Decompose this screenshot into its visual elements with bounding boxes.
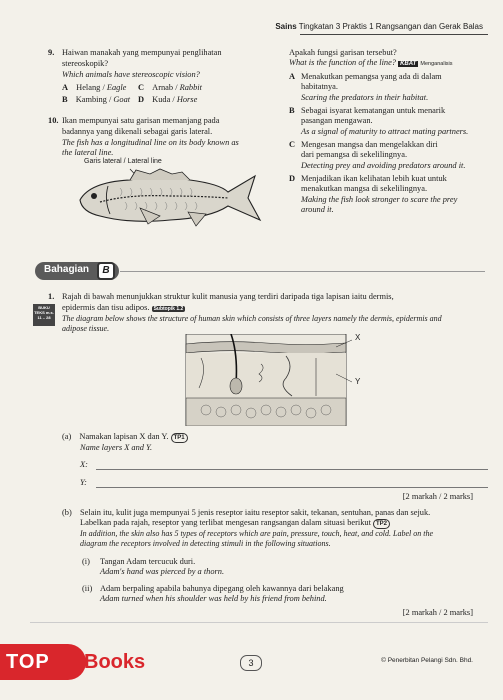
fish-illustration <box>70 166 270 230</box>
lateral-line-label: Garis lateral / Lateral line <box>84 158 162 165</box>
question-stem-cont: badannya yang dikenali sebagai garis lateral. <box>62 127 213 136</box>
question-9 <box>48 48 278 104</box>
question-1a <box>62 432 482 453</box>
option-b[interactable]: B Kambing / Goat <box>62 95 131 104</box>
bottom-divider <box>30 622 488 623</box>
answer-x-field[interactable] <box>96 468 488 470</box>
situation-label: (ii) <box>82 584 93 593</box>
header-detail: Tingkatan 3 Praktis 1 Rangsangan dan Gerak Balas <box>298 22 483 31</box>
option-c[interactable]: C Arnab / Rabbit <box>138 83 202 92</box>
situation-label: (i) <box>82 557 90 566</box>
answer-y-field[interactable] <box>96 486 488 488</box>
question-1b <box>62 508 487 549</box>
question-number: 10. <box>48 116 59 125</box>
part-label: (b) <box>62 508 72 517</box>
question-stem-en: The fish has a longitudinal line on its body known as <box>62 138 239 147</box>
question-10 <box>48 116 278 157</box>
page-number: 3 <box>240 655 262 671</box>
option-a[interactable]: A Menakutkan pemangsa yang ada di dalam habitatnya. Scaring the predators in their habitat. <box>289 72 442 102</box>
question-stem: Haiwan manakah yang mempunyai penglihatan <box>62 48 222 57</box>
option-a[interactable]: A Helang / Eagle <box>62 83 127 92</box>
situation-text: Adam berpaling apabila bahunya dipegang oleh kawannya dari belakang <box>100 584 344 593</box>
question-prompt-en: What is the function of the line? KBAT Menganalisis <box>289 58 453 68</box>
answer-x-label: X: <box>80 460 88 469</box>
header-subject: Sains <box>275 22 297 31</box>
situation-i <box>82 557 382 578</box>
section-letter: B <box>97 262 115 280</box>
tp-badge: TP2 <box>373 519 390 529</box>
part-stem-en-cont: diagram the receptors involved in detecting stimuli in the following situations. <box>80 539 331 548</box>
kbat-subtitle: Menganalisis <box>420 61 453 68</box>
option-b[interactable]: B Sebagai isyarat kematangan untuk menarik pasangan mengawan. As a signal of maturity to attract mating partners. <box>289 106 469 136</box>
question-10-continued <box>289 48 489 69</box>
logo-top: TOP <box>6 651 50 673</box>
skin-structure-diagram <box>176 334 356 426</box>
section-rule <box>120 271 485 272</box>
part-label: (a) <box>62 432 72 441</box>
tp-badge: TP1 <box>171 433 188 443</box>
copyright: © Penerbitan Pelangi Sdn. Bhd. <box>381 657 473 664</box>
question-stem-cont: epidermis dan tisu adipos. Subtopik 1.2 <box>62 303 184 312</box>
option-c[interactable]: C Mengesan mangsa dan mengelakkan diri dari pemangsa di sekelilingnya. Detecting prey and avoiding predators around it. <box>289 140 466 170</box>
situation-text-en: Adam turned when his shoulder was held by his friend from behind. <box>100 594 327 604</box>
header-rule <box>300 34 488 35</box>
situation-ii <box>82 584 482 605</box>
marks-a: [2 markah / 2 marks] <box>402 492 473 501</box>
label-y: Y <box>355 377 361 386</box>
situation-text-en: Adam's hand was pierced by a thorn. <box>100 567 225 577</box>
situation-text: Tangan Adam tercucuk duri. <box>100 557 196 566</box>
textbook-reference-badge: BUKU TEKS m.s. 11 – 28 <box>33 304 55 326</box>
part-stem: Selain itu, kulit juga mempunyai 5 jenis reseptor iaitu reseptor sakit, tekanan, sentuhan, panas dan sejuk. <box>80 508 431 517</box>
question-stem-en: The diagram below shows the structure of human skin which consists of three layers namely the dermis, epidermis and <box>62 314 442 323</box>
logo-books: Books <box>84 651 146 673</box>
question-prompt: Apakah fungsi garisan tersebut? <box>289 48 397 57</box>
option-d[interactable]: D Kuda / Horse <box>138 95 198 104</box>
part-stem: Namakan lapisan X dan Y. <box>79 432 169 441</box>
subtopic-badge: Subtopik 1.2 <box>153 306 184 312</box>
question-stem: Rajah di bawah menunjukkan struktur kulit manusia yang terdiri daripada tiga lapisan iaitu dermis, <box>62 292 394 301</box>
marks-b: [2 markah / 2 marks] <box>402 608 473 617</box>
question-stem-en-cont: the lateral line. <box>62 148 114 157</box>
topbooks-logo <box>0 644 180 684</box>
question-stem-en: Which animals have stereoscopic vision? <box>62 70 200 79</box>
kbat-badge: KBAT <box>400 61 417 68</box>
label-x: X <box>355 333 361 342</box>
option-d[interactable]: D Menjadikan ikan kelihatan lebih kuat untuk menakutkan mangsa di sekelilingnya. Making the fish look stronger to scare the prey around it. <box>289 174 458 214</box>
section-label: Bahagian <box>44 264 90 275</box>
question-number: 1. <box>48 292 55 301</box>
part-stem-cont: Labelkan pada rajah, reseptor yang terlibat mengesan rangsangan dalam situasi berikut TP2 <box>80 518 487 529</box>
part-stem-en: Name layers X and Y. <box>80 443 153 452</box>
answer-y-label: Y: <box>80 478 87 487</box>
part-stem-en: In addition, the skin also has 5 types of receptors which are pain, pressure, touch, heat, and cold. Label on the <box>80 529 433 539</box>
running-header <box>223 22 483 32</box>
question-stem: Ikan mempunyai satu garisan memanjang pada <box>62 116 220 125</box>
question-stem-en-cont: adipose tissue. <box>62 324 110 333</box>
question-stem-cont: stereoskopik? <box>62 59 109 68</box>
question-number: 9. <box>48 48 55 57</box>
